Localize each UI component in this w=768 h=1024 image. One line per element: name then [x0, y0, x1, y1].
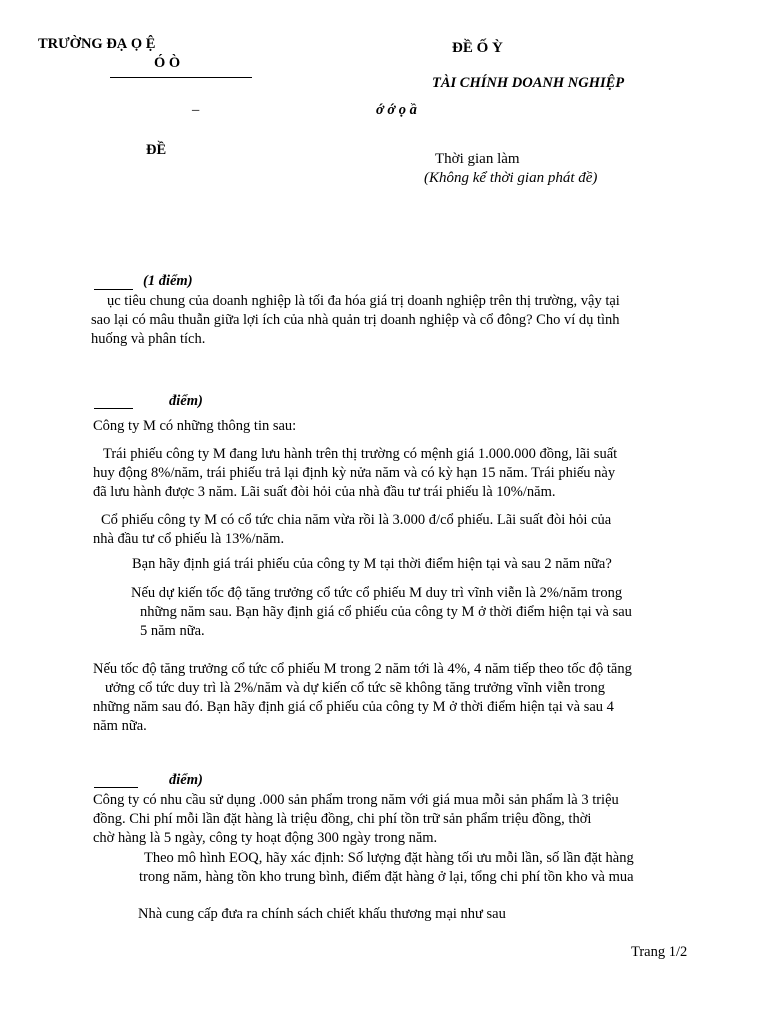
- q2-task-c: [93, 660, 632, 736]
- subject-subtitle: ớ ớ ọ ầ: [376, 102, 417, 118]
- q1-heading-underline: [94, 289, 133, 290]
- header-dash: –: [192, 102, 200, 118]
- q2-stock-line: Cổ phiếu công ty M có cổ tức chia năm vừa rồi là 3.000 đ/cổ phiếu. Lãi suất đòi hỏi của: [101, 512, 612, 528]
- q1-line: huống và phân tích.: [91, 331, 206, 347]
- q3-task-a: [139, 849, 634, 887]
- school-name-line1: TRƯỜNG ĐẠ Ọ Ệ: [38, 36, 156, 52]
- exam-title: ĐỀ Ố Ỳ: [452, 40, 503, 56]
- q3-task-a-line: Theo mô hình EOQ, hãy xác định: Số lượng đặt hàng tối ưu mỗi lần, số lần đặt hàng: [144, 850, 634, 866]
- q2-bond-line: huy động 8%/năm, trái phiếu trả lại định kỳ nửa năm và có kỳ hạn 15 năm. Trái phiếu này: [93, 465, 616, 481]
- q1-points: (1 điểm): [143, 273, 193, 289]
- subject-title: TÀI CHÍNH DOANH NGHIỆP: [432, 75, 625, 91]
- q2-task-b-line: 5 năm nữa.: [140, 623, 205, 639]
- q1-line: ục tiêu chung của doanh nghiệp là tối đa hóa giá trị doanh nghiệp trên thị trường, vậy tại: [107, 293, 620, 309]
- q2-stock-info: [93, 511, 611, 549]
- q1-text: [91, 292, 620, 349]
- q2-heading-underline: [94, 408, 133, 409]
- q2-intro: Công ty M có những thông tin sau:: [93, 418, 297, 434]
- q2-stock-line: nhà đầu tư cổ phiếu là 13%/năm.: [93, 531, 285, 547]
- header-underline: [110, 77, 252, 78]
- q1-line: sao lại có mâu thuẫn giữa lợi ích của nhà quản trị doanh nghiệp và cổ đông? Cho ví dụ tình: [91, 312, 620, 328]
- q3-points: điểm): [169, 772, 203, 788]
- q3-task-a-line: trong năm, hàng tồn kho trung bình, điểm đặt hàng ở lại, tổng chi phí tồn kho và mua: [139, 869, 634, 885]
- school-name-line2: Ó Ò: [154, 55, 181, 71]
- q3-heading-underline: [94, 787, 138, 788]
- q2-task-c-line: ưởng cổ tức duy trì là 2%/năm và dự kiến cổ tức sẽ không tăng trưởng vĩnh viễn trong: [105, 680, 606, 696]
- time-note: (Không kể thời gian phát đề): [424, 170, 598, 186]
- page-number: Trang 1/2: [631, 944, 688, 960]
- q3-intro-line: chờ hàng là 5 ngày, công ty hoạt động 300 ngày trong năm.: [93, 830, 438, 846]
- q2-task-b: [131, 584, 632, 641]
- q2-points: điểm): [169, 393, 203, 409]
- q2-task-a: Bạn hãy định giá trái phiếu của công ty M tại thời điểm hiện tại và sau 2 năm nữa?: [132, 556, 612, 572]
- q2-task-b-line: những năm sau. Bạn hãy định giá cổ phiếu của công ty M ở thời điểm hiện tại và sau: [140, 604, 632, 620]
- q2-bond-info: [93, 445, 617, 502]
- q3-task-b: Nhà cung cấp đưa ra chính sách chiết khấu thương mại như sau: [138, 906, 506, 922]
- q2-bond-line: Trái phiếu công ty M đang lưu hành trên thị trường có mệnh giá 1.000.000 đồng, lãi suất: [103, 446, 618, 462]
- time-label: Thời gian làm: [435, 151, 520, 167]
- exam-code-label: ĐỀ: [146, 142, 167, 158]
- q3-intro-line: đồng. Chi phí mỗi lần đặt hàng là triệu đồng, chi phí tồn trữ sản phẩm triệu đồng, thời: [93, 811, 592, 827]
- q3-intro: [93, 791, 619, 848]
- q3-intro-line: Công ty có nhu cầu sử dụng .000 sản phẩm trong năm với giá mua mỗi sản phẩm là 3 triệu: [93, 792, 619, 808]
- q2-bond-line: đã lưu hành được 3 năm. Lãi suất đòi hỏi của nhà đầu tư trái phiếu là 10%/năm.: [93, 484, 556, 500]
- q2-task-c-line: những năm sau đó. Bạn hãy định giá cổ phiếu của công ty M ở thời điểm hiện tại và sau 4: [93, 699, 614, 715]
- q2-task-c-line: năm nữa.: [93, 718, 147, 734]
- q2-task-c-line: Nếu tốc độ tăng trưởng cổ tức cổ phiếu M trong 2 năm tới là 4%, 4 năm tiếp theo tốc độ tăng: [93, 661, 632, 677]
- q2-task-b-line: Nếu dự kiến tốc độ tăng trưởng cổ tức cổ phiếu M duy trì vĩnh viễn là 2%/năm trong: [131, 585, 623, 601]
